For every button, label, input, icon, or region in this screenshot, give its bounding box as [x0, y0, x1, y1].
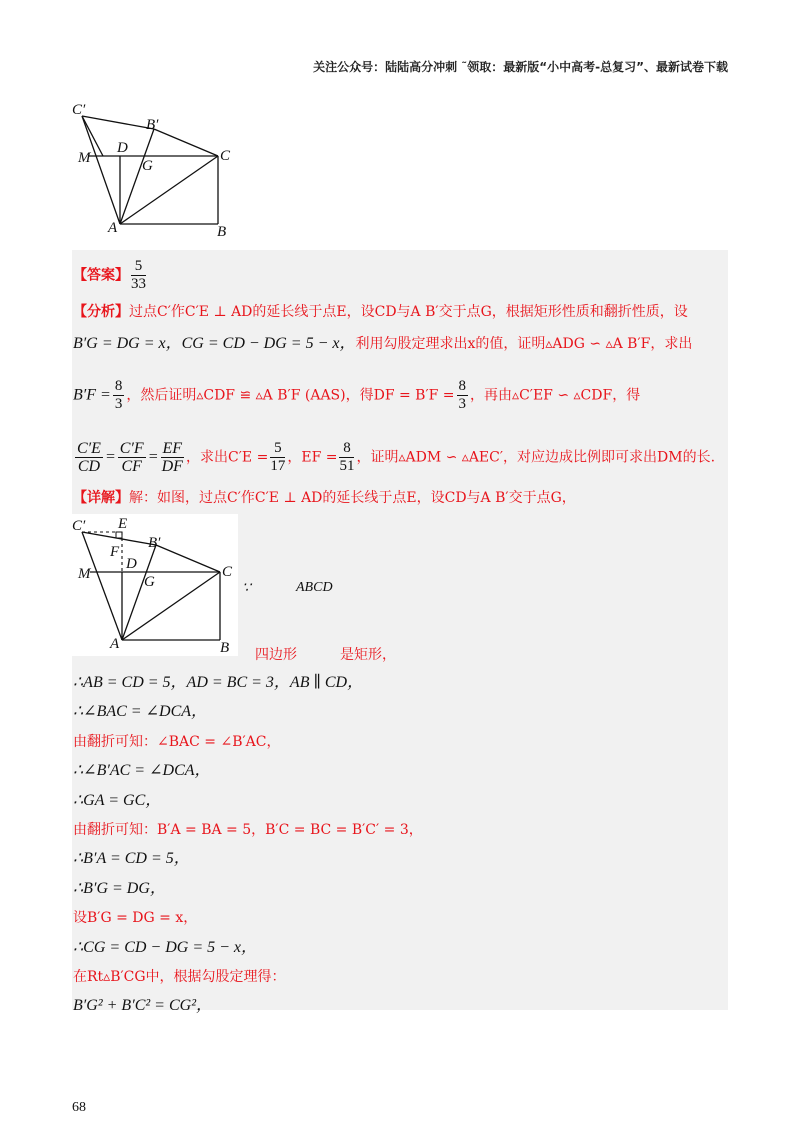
label-g: G — [144, 574, 155, 590]
detail-step-line: 由翻折可知：∠BAC = ∠B′AC， — [73, 733, 281, 750]
detail-step-line: ∴CG = CD − DG = 5 − x， — [73, 938, 258, 956]
label-a: A — [110, 636, 120, 652]
detail-step-line: ∴B′G = DG， — [73, 879, 166, 897]
analysis-line-3: B′F = $\frac{8}{3}$ ，然后证明▵CDF ≌ ▵A B′F (AAS)，得DF = B′F = $\frac{8}{3}$ ，再由▵C′EF ∽ ▵CDF，得 — [73, 378, 641, 412]
label-a: A — [108, 220, 118, 236]
analysis-tag: 【分析】 — [73, 304, 129, 320]
detail-line-1: 【详解】解：如图，过点C′作C′E ⊥ AD的延长线于点E，设CD与A B′交于点G， — [73, 490, 576, 506]
label-f: F — [110, 544, 120, 560]
geometry-figure-1 — [70, 98, 240, 238]
label-m: M — [78, 150, 91, 166]
detail-step-line: ∴GA = GC， — [73, 791, 162, 809]
detail-step-line: ∴∠B′AC = ∠DCA， — [73, 762, 211, 780]
label-e: E — [118, 516, 128, 532]
label-d: D — [117, 140, 128, 156]
page-header: 关注公众号：陆陆高分冲刺 ˜领取：最新版“小中高考-总复习”、最新试卷下载 — [313, 60, 728, 74]
rect-text-a: 四边形 — [255, 647, 297, 663]
detail-step-line: 设B′G = DG = x， — [73, 910, 198, 927]
detail-step-line: ∴B′A = CD = 5， — [73, 850, 190, 868]
label-c-prime: C′ — [72, 102, 86, 118]
label-m: M — [78, 566, 91, 582]
label-b-prime: B′ — [146, 117, 159, 133]
label-b-prime: B′ — [148, 535, 161, 551]
page-number: 68 — [72, 1100, 86, 1115]
label-g: G — [142, 158, 153, 174]
geometry-figure-2 — [70, 514, 238, 656]
label-c-prime: C′ — [72, 518, 86, 534]
detail-tag: 【详解】 — [73, 490, 129, 506]
analysis-line-1: 【分析】过点C′作C′E ⊥ AD的延长线于点E，设CD与A B′交于点G，根据矩形性质和翻折性质，设 — [73, 304, 688, 320]
answer-fraction: $\frac{5}{33}$ — [131, 258, 146, 292]
label-c: C — [222, 564, 233, 580]
detail-step-line: ∴∠BAC = ∠DCA， — [73, 703, 208, 721]
detail-step-line: 由翻折可知：B′A = BA = 5，B′C = BC = B′C′ = 3， — [73, 822, 423, 838]
answer-tag: 【答案】 — [73, 267, 129, 284]
analysis-line-2: B′G = DG = x，CG = CD − DG = 5 − x，利用勾股定理求出x的值，证明▵ADG ∽ ▵A B′F，求出 — [73, 335, 693, 352]
because-symbol: ∵ — [242, 581, 251, 596]
label-c: C — [220, 148, 231, 164]
abcd-label: ABCD — [296, 580, 333, 595]
label-b: B — [217, 224, 227, 238]
label-b: B — [220, 640, 230, 656]
label-d: D — [126, 556, 137, 572]
detail-step-line: B′G² + B′C² = CG²， — [73, 997, 212, 1015]
answer-line — [73, 258, 148, 293]
detail-step-line: 在Rt▵B′CG中，根据勾股定理得： — [73, 969, 286, 985]
detail-step-line: ∴AB = CD = 5，AD = BC = 3，AB ∥ CD， — [73, 674, 364, 691]
rect-text-b: 是矩形， — [340, 647, 396, 663]
analysis-line-4: $\frac{C'E}{CD}$ = $\frac{C'F}{CF}$ = $\frac{EF}{DF}$ ，求出C′E = $\frac{5}{17}$ ，EF = $\frac{8}{51}$ ，证明▵ADM ∽ ▵AEC′，对应边成比例即可求出DM的长. — [77, 440, 716, 475]
